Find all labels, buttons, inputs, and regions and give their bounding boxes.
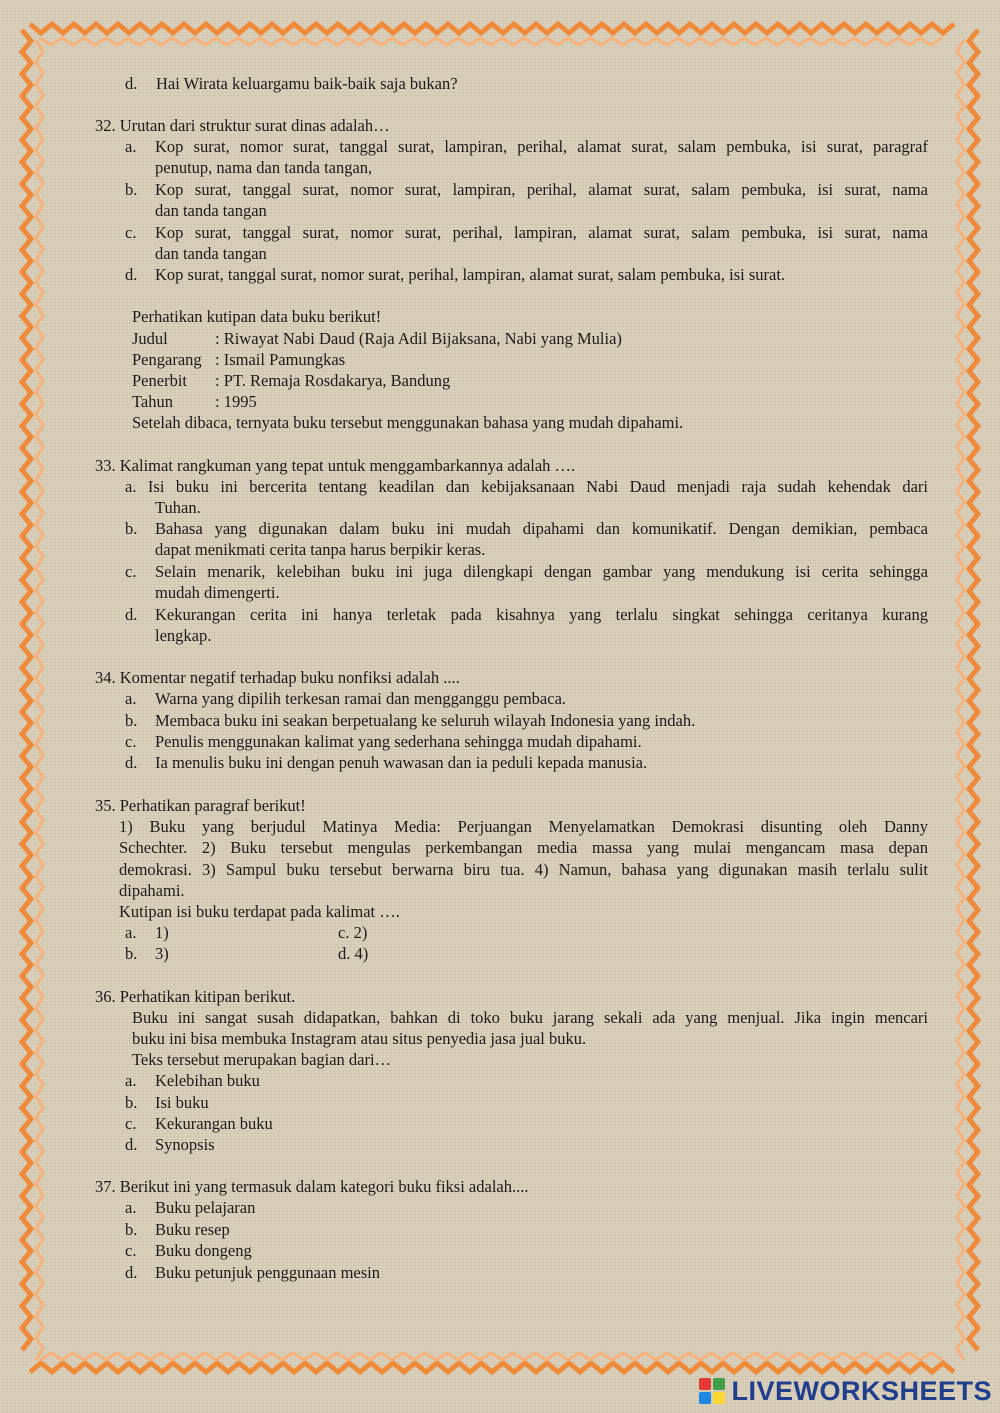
q36-option-b: b. Isi buku	[125, 1093, 209, 1112]
q32-option-c-letter: c.	[125, 223, 137, 242]
q35-paragraph-line1: 1) Buku yang berjudul Matinya Media: Perjuangan Menyelamatkan Demokrasi disunting oleh Danny	[119, 817, 928, 836]
liveworksheets-logo-text: LIVEWORKSHEETS	[731, 1375, 992, 1406]
book-pengarang-value: : Ismail Pamungkas	[215, 350, 346, 369]
q33-option-b-letter: b.	[125, 519, 138, 538]
q33-option-c-line1: Selain menarik, kelebihan buku ini juga dilengkapi dengan gambar yang mendukung isi cerita sehingga	[155, 562, 928, 581]
q32-option-a-line1: Kop surat, nomor surat, tanggal surat, lampiran, perihal, alamat surat, salam pembuka, isi surat, paragraf	[155, 137, 928, 156]
book-penerbit-label: Penerbit	[132, 371, 187, 390]
q33-option-b-line2: dapat menikmati cerita tanpa harus berpikir keras.	[155, 540, 486, 559]
q32-option-b-letter: b.	[125, 180, 138, 199]
q32-stem: 32. Urutan dari struktur surat dinas adalah…	[95, 116, 390, 135]
book-judul-label: Judul	[132, 329, 168, 348]
q33-option-a-line2: Tuhan.	[155, 498, 201, 517]
q33-option-c-line2: mudah dimengerti.	[155, 583, 280, 602]
q32-option-d: Kop surat, tanggal surat, nomor surat, perihal, lampiran, alamat surat, salam pembuka, isi surat.	[155, 265, 786, 284]
liveworksheets-logo[interactable]	[699, 1373, 992, 1409]
q37-option-a: a. Buku pelajaran	[125, 1198, 256, 1217]
book-intro: Perhatikan kutipan data buku berikut!	[132, 307, 382, 326]
book-tahun-label: Tahun	[132, 392, 174, 411]
q32-option-a-letter: a.	[125, 137, 137, 156]
q35-stem: 35. Perhatikan paragraf berikut!	[95, 796, 306, 815]
q34-stem: 34. Komentar negatif terhadap buku nonfiksi adalah ....	[95, 668, 460, 687]
q36-paragraph-line2: buku ini bisa membuka Instagram atau situs penyedia jasa jual buku.	[132, 1029, 587, 1048]
q34-option-a: a. Warna yang dipilih terkesan ramai dan mengganggu pembaca.	[125, 689, 567, 708]
q35-option-d: d. 4)	[338, 944, 369, 963]
q35-question: Kutipan isi buku terdapat pada kalimat ….	[119, 902, 400, 921]
q35-option-a: a. 1)	[125, 923, 169, 942]
q35-paragraph-line2: Schechter. 2) Buku tersebut mengulas perkembangan media massa yang mulai mengancam masa depan	[119, 838, 928, 857]
q35-paragraph-line4: dipahami.	[119, 881, 185, 900]
book-judul-value: : Riwayat Nabi Daud (Raja Adil Bijaksana, Nabi yang Mulia)	[215, 329, 622, 348]
q36-option-a: a. Kelebihan buku	[125, 1071, 260, 1090]
q32-option-d-letter: d.	[125, 265, 138, 284]
q36-option-c: c. Kekurangan buku	[125, 1114, 273, 1133]
q37-option-c: c. Buku dongeng	[125, 1241, 252, 1260]
q35-option-b: b. 3)	[125, 944, 169, 963]
q35-paragraph-line3: demokrasi. 3) Sampul buku tersebut berwarna biru tua. 4) Namun, bahasa yang digunakan masih terlalu sulit	[119, 860, 928, 879]
book-pengarang-label: Pengarang	[132, 350, 202, 369]
q37-option-d: d. Buku petunjuk penggunaan mesin	[125, 1263, 381, 1282]
q33-option-a-line1: a. Isi buku ini bercerita tentang keadilan dan kebijaksanaan Nabi Daud menjadi raja sudah kehendak dari	[125, 477, 928, 496]
q32-option-b-line2: dan tanda tangan	[155, 201, 267, 220]
q31-option-d: d. Hai Wirata keluargamu baik-baik saja bukan?	[125, 74, 458, 93]
q37-option-b: b. Buku resep	[125, 1220, 230, 1239]
book-after: Setelah dibaca, ternyata buku tersebut menggunakan bahasa yang mudah dipahami.	[132, 413, 684, 432]
q36-paragraph-line1: Buku ini sangat susah didapatkan, bahkan di toko buku jarang sekali ada yang menjual. Jika ingin mencari	[132, 1008, 928, 1027]
q34-option-c: c. Penulis menggunakan kalimat yang sederhana sehingga mudah dipahami.	[125, 732, 642, 751]
book-tahun-value: : 1995	[215, 392, 257, 411]
q37-stem: 37. Berikut ini yang termasuk dalam kategori buku fiksi adalah....	[95, 1177, 529, 1196]
q36-stem: 36. Perhatikan kitipan berikut.	[95, 987, 296, 1006]
q35-option-c: c. 2)	[338, 923, 368, 942]
q33-option-d-letter: d.	[125, 605, 138, 624]
q32-option-b-line1: Kop surat, tanggal surat, nomor surat, lampiran, perihal, alamat surat, salam pembuka, isi surat, nama	[155, 180, 928, 199]
q33-option-d-line2: lengkap.	[155, 626, 212, 645]
q33-stem: 33. Kalimat rangkuman yang tepat untuk menggambarkannya adalah ….	[95, 456, 576, 475]
q33-option-c-letter: c.	[125, 562, 137, 581]
q33-option-b-line1: Bahasa yang digunakan dalam buku ini mudah dipahami dan komunikatif. Dengan demikian, pembaca	[155, 519, 928, 538]
liveworksheets-logo-icon	[699, 1378, 725, 1404]
q33-option-d-line1: Kekurangan cerita ini hanya terletak pada kisahnya yang terlalu singkat sehingga ceritanya kurang	[155, 605, 928, 624]
q36-option-d: d. Synopsis	[125, 1135, 215, 1154]
q32-option-c-line2: dan tanda tangan	[155, 244, 267, 263]
q34-option-d: d. Ia menulis buku ini dengan penuh wawasan dan ia peduli kepada manusia.	[125, 753, 648, 772]
book-penerbit-value: : PT. Remaja Rosdakarya, Bandung	[215, 371, 451, 390]
q36-question: Teks tersebut merupakan bagian dari…	[132, 1050, 392, 1069]
q34-option-b: b. Membaca buku ini seakan berpetualang ke seluruh wilayah Indonesia yang indah.	[125, 711, 696, 730]
q32-option-a-line2: penutup, nama dan tanda tangan,	[155, 158, 373, 177]
q32-option-c-line1: Kop surat, tanggal surat, nomor surat, perihal, lampiran, alamat surat, salam pembuka, isi surat, nama	[155, 223, 928, 242]
